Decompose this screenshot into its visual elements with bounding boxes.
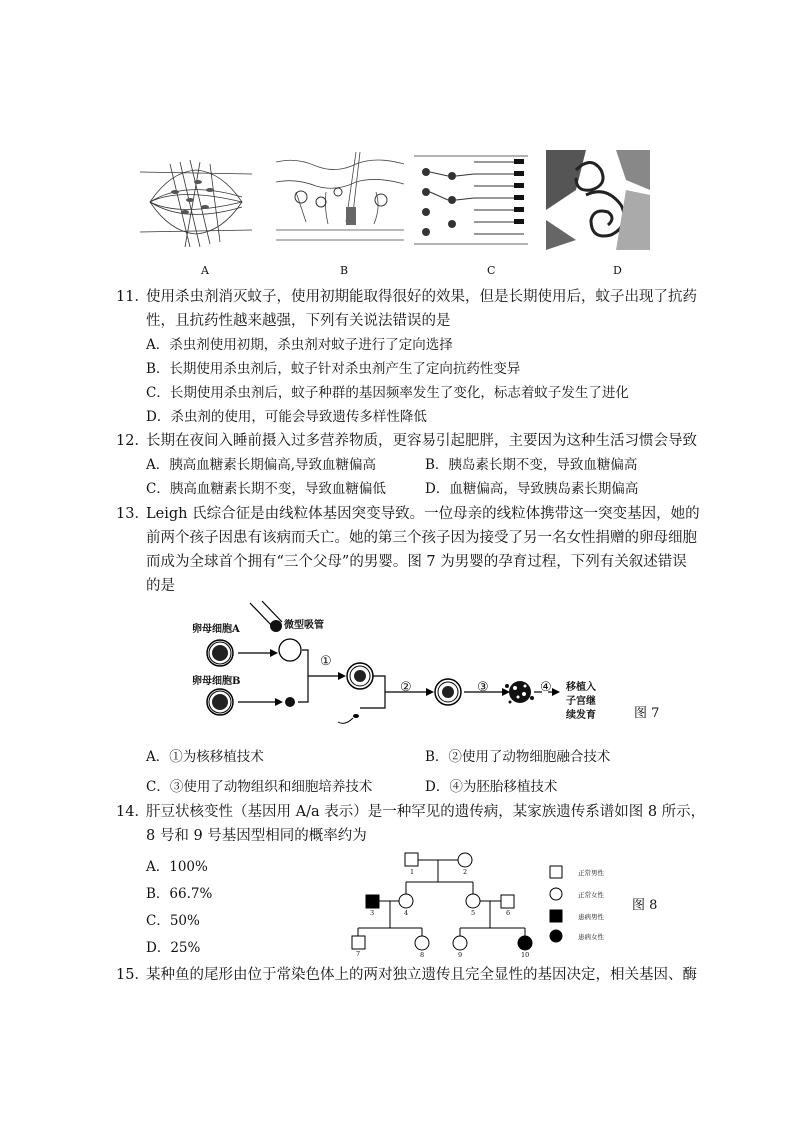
figure-d-label: D (613, 264, 622, 277)
legend-normal-male-label: 正常男性 (578, 869, 604, 877)
question-13-option-b: B．②使用了动物细胞融合技术 (425, 749, 611, 765)
pedigree-label-8: 8 (420, 951, 425, 959)
figure-b-image (276, 152, 404, 246)
question-12-number: 12． (116, 433, 149, 449)
figure-7-final-line-3: 续发育 (566, 710, 596, 721)
legend-affected-male-symbol (550, 910, 562, 922)
question-14-number: 14． (116, 804, 149, 820)
question-13-option-a: A．①为核移植技术 (146, 749, 264, 765)
figure-7-pipette-label: 微型吸管 (284, 620, 324, 631)
question-13-option-c: C．③使用了动物组织和细胞培养技术 (146, 779, 373, 795)
question-11-stem-line-1: 使用杀虫剂消灭蚊子，使用初期能取得很好的效果，但是长期使用后，蚊子出现了抗药 (146, 289, 697, 305)
question-12-option-b: B．胰岛素长期不变，导致血糖偏高 (425, 457, 638, 473)
pedigree-individual-10 (518, 936, 532, 950)
question-13-option-d: D．④为胚胎移植技术 (425, 779, 558, 795)
question-14-option-c: C．50% (146, 913, 200, 929)
question-14-option-d: D．25% (146, 940, 201, 956)
pedigree-label-3: 3 (370, 909, 375, 917)
question-12-option-c: C．胰高血糖素长期不变，导致血糖偏低 (146, 481, 386, 497)
figure-7-egg-b-label: 卵母细胞B (192, 676, 241, 687)
pedigree-individual-7 (352, 936, 365, 949)
pedigree-individual-6 (501, 895, 514, 908)
question-13-stem-line-2: 前两个孩子因患有该病而夭亡。她的第三个孩子因为接受了另一名女性捐赠的卵母细胞 (146, 530, 697, 546)
pedigree-individual-3 (366, 895, 379, 908)
question-11-option-a: A．杀虫剂使用初期，杀虫剂对蚊子进行了定向选择 (146, 337, 453, 353)
question-13-stem-line-1: Leigh 氏综合征是由线粒体基因突变导致。一位母亲的线粒体携带这一突变基因，她的 (146, 506, 700, 522)
figure-c-image (414, 152, 528, 248)
figure-a-label: A (201, 264, 209, 277)
question-11-option-d: D．杀虫剂的使用，可能会导致遗传多样性降低 (146, 409, 427, 425)
figure-7-egg-a-label: 卵母细胞A (192, 624, 240, 635)
question-11-stem-line-2: 性，且抗药性越来越强，下列有关说法错误的是 (146, 313, 451, 329)
legend-normal-male-symbol (550, 866, 562, 878)
pedigree-individual-5 (466, 894, 480, 908)
pedigree-chart (350, 850, 670, 962)
figure-7-step-1: ① (320, 654, 332, 669)
figure-a-image (140, 152, 252, 252)
question-13-stem-line-3: 而成为全球首个拥有“三个父母”的男婴。图 7 为男婴的孕育过程，下列有关叙述错误 (146, 554, 687, 570)
legend-affected-female-label: 患病女性 (578, 933, 604, 941)
question-13-number: 13． (116, 506, 149, 522)
pedigree-label-6: 6 (506, 909, 511, 917)
pedigree-label-2: 2 (463, 868, 468, 876)
question-14-stem-line-1: 肝豆状核变性（基因用 A/a 表示）是一种罕见的遗传病，某家族遗传系谱如图 8 所示， (146, 804, 706, 820)
pedigree-individual-2 (458, 853, 472, 867)
question-14-option-b: B．66.7% (146, 886, 213, 902)
question-11-number: 11． (116, 289, 149, 305)
figure-7-step-2: ② (400, 680, 412, 695)
figure-7-final-line-1: 移植入 (566, 682, 596, 693)
pedigree-label-4: 4 (404, 909, 409, 917)
figure-7-final-line-2: 子宫继 (566, 696, 596, 707)
pedigree-label-9: 9 (458, 951, 463, 959)
question-11-option-b: B．长期使用杀虫剂后，蚊子针对杀虫剂产生了定向抗药性变异 (146, 361, 521, 377)
pedigree-label-7: 7 (356, 950, 361, 958)
legend-affected-female-symbol (550, 930, 562, 942)
question-14-stem-line-2: 8 号和 9 号基因型相同的概率约为 (146, 828, 367, 844)
figure-7-step-3: ③ (477, 680, 489, 695)
figure-b-label: B (340, 264, 349, 277)
pedigree-label-10: 10 (521, 951, 530, 959)
legend-normal-female-label: 正常女性 (578, 891, 604, 899)
figure-8-caption: 图 8 (632, 898, 658, 913)
figure-7-caption: 图 7 (634, 706, 660, 721)
pedigree-individual-4 (399, 894, 413, 908)
question-12-option-d: D．血糖偏高，导致胰岛素长期偏高 (425, 481, 639, 497)
question-14-option-a: A．100% (146, 859, 208, 875)
figure-8 (350, 850, 670, 962)
figure-7-step-4: ④ (540, 680, 552, 695)
figure-7 (180, 598, 670, 738)
pedigree-individual-1 (405, 853, 418, 866)
legend-affected-male-label: 患病男性 (578, 913, 604, 921)
pedigree-label-1: 1 (410, 868, 415, 876)
question-15-stem-line-1: 某种鱼的尾形由位于常染色体上的两对独立遗传且完全显性的基因决定，相关基因、酶 (146, 967, 697, 983)
pedigree-label-5: 5 (471, 909, 476, 917)
pedigree-individual-8 (415, 936, 429, 950)
legend-normal-female-symbol (550, 888, 562, 900)
question-12-stem-line-1: 长期在夜间入睡前摄入过多营养物质，更容易引起肥胖，主要因为这种生活习惯会导致 (146, 433, 697, 449)
figure-d-image (546, 150, 650, 250)
question-13-stem-line-4: 的是 (146, 578, 175, 594)
question-15-number: 15． (116, 967, 149, 983)
question-12-option-a: A．胰高血糖素长期偏高,导致血糖偏高 (146, 457, 377, 473)
image-row (0, 0, 794, 280)
pedigree-individual-9 (453, 936, 467, 950)
figure-7-diagram (180, 598, 670, 738)
figure-c-label: C (487, 264, 496, 277)
question-11-option-c: C．长期使用杀虫剂后，蚊子种群的基因频率发生了变化，标志着蚊子发生了进化 (146, 385, 629, 401)
